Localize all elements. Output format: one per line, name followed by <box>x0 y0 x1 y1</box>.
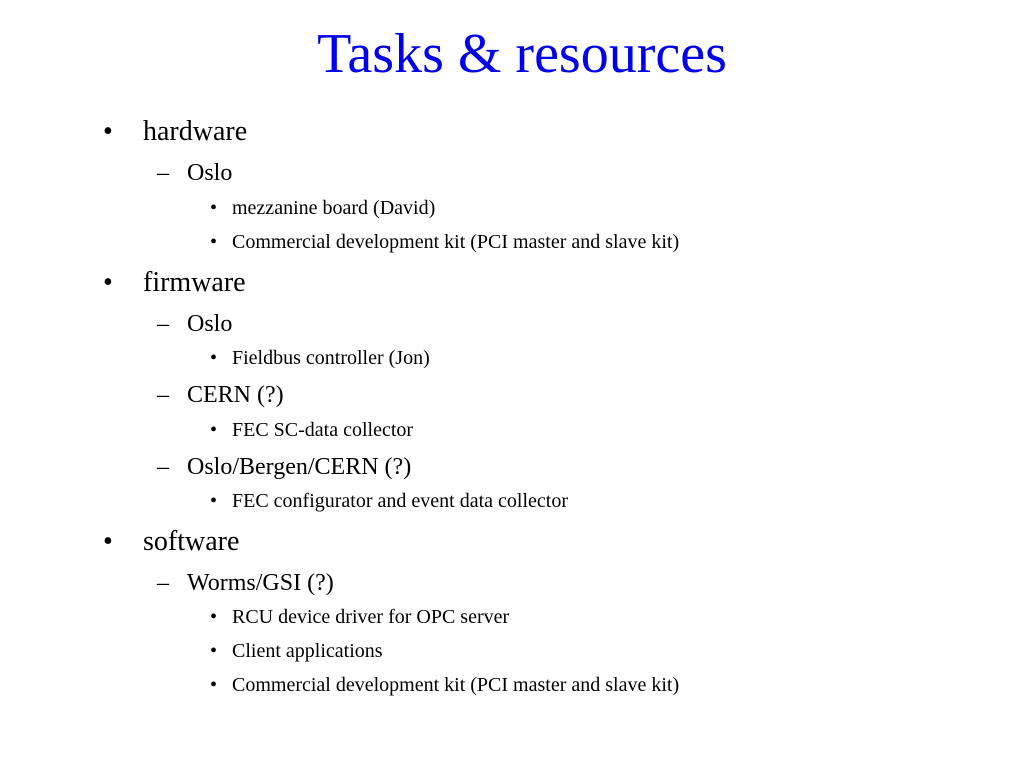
list-item-text: RCU device driver for OPC server <box>232 606 510 628</box>
list-item-text: FEC configurator and event data collector <box>232 490 568 512</box>
bullet-marker: • <box>210 347 218 369</box>
dash-marker: – <box>157 382 169 408</box>
bullet-marker: • <box>210 419 218 441</box>
list-item-text: mezzanine board (David) <box>232 197 436 219</box>
dash-marker: – <box>157 160 169 186</box>
bullet-marker: • <box>210 674 218 696</box>
bullet-marker: • <box>210 490 218 512</box>
bullet-marker: • <box>210 197 218 219</box>
list-item-text: FEC SC-data collector <box>232 419 414 441</box>
list-item-text: Commercial development kit (PCI master and slave kit) <box>232 231 680 253</box>
dash-marker: – <box>157 311 169 337</box>
list-item-text: Client applications <box>232 640 383 662</box>
bullet-marker: • <box>210 606 218 628</box>
list-item-text: CERN (?) <box>187 382 284 408</box>
dash-marker: – <box>157 454 169 480</box>
list-item-text: Fieldbus controller (Jon) <box>232 347 430 369</box>
bullet-marker: • <box>210 231 218 253</box>
list-item-text: Worms/GSI (?) <box>187 570 334 596</box>
list-item-text: Oslo <box>187 311 233 337</box>
bullet-marker: • <box>103 116 113 147</box>
slide-title: Tasks & resources <box>317 23 727 85</box>
list-item-text: Oslo/Bergen/CERN (?) <box>187 454 412 480</box>
bullet-marker: • <box>103 526 113 557</box>
list-item-text: hardware <box>143 116 248 147</box>
list-item-text: firmware <box>143 267 246 298</box>
bullet-marker: • <box>210 640 218 662</box>
dash-marker: – <box>157 570 169 596</box>
list-item-text: Oslo <box>187 160 233 186</box>
list-item-text: Commercial development kit (PCI master and slave kit) <box>232 674 680 696</box>
bullet-marker: • <box>103 267 113 298</box>
list-item-text: software <box>143 526 240 557</box>
